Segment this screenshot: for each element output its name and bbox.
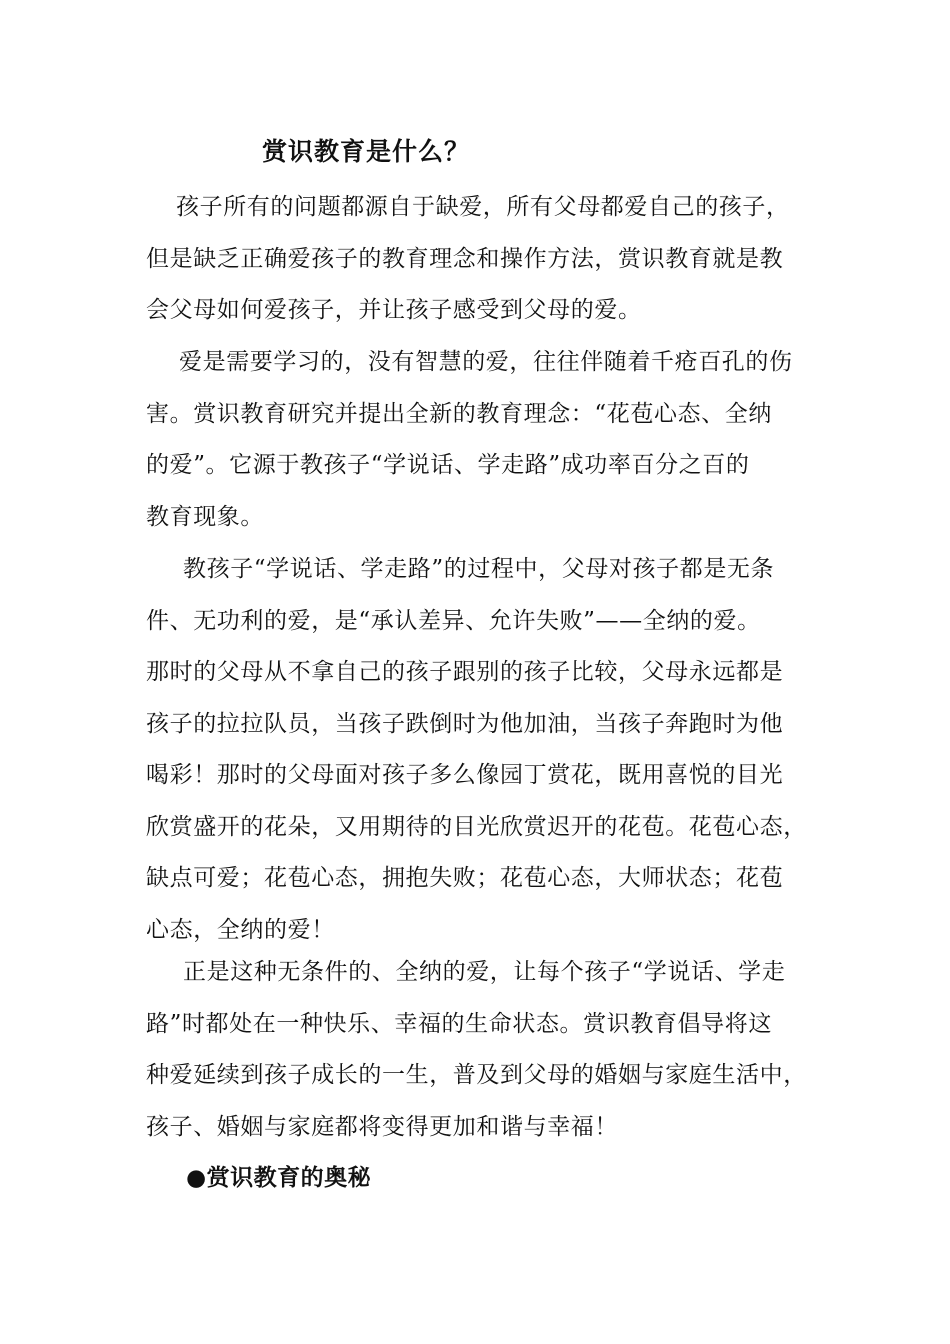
paragraph-line: 的爱”。它源于教孩子“学说话、学走路”成功率百分之百的 (146, 452, 750, 478)
paragraph-line: 欣赏盛开的花朵，又用期待的目光欣赏迟开的花苞。花苞心态， (146, 813, 807, 840)
paragraph-line: 种爱延续到孩子成长的一生，普及到父母的婚姻与家庭生活中， (146, 1062, 807, 1088)
paragraph-line: 会父母如何爱孩子，并让孩子感受到父母的爱。 (146, 297, 642, 323)
paragraph-line: 孩子所有的问题都源自于缺爱，所有父母都爱自己的孩子， (176, 194, 790, 220)
paragraph-4 (146, 947, 808, 1153)
paragraph-line: 教孩子“学说话、学走路”的过程中，父母对孩子都是无条 (183, 556, 775, 582)
paragraph-line: 孩子、婚姻与家庭都将变得更加和谐与幸福！ (146, 1113, 618, 1140)
paragraph-line: 教育现象。 (146, 503, 264, 530)
paragraph-line: 件、无功利的爱，是“承认差异、允许失败”——全纳的爱。 (146, 607, 761, 634)
paragraph-line: 爱是需要学习的，没有智慧的爱，往往伴随着千疮百孔的伤 (179, 349, 793, 375)
paragraph-line: 那时的父母从不拿自己的孩子跟别的孩子比较，父母永远都是 (146, 659, 784, 685)
paragraph-line: 心态，全纳的爱！ (146, 916, 335, 943)
paragraph-line: 但是缺乏正确爱孩子的教育理念和操作方法，赏识教育就是教 (146, 245, 784, 272)
paragraph-line: 孩子的拉拉队员，当孩子跌倒时为他加油，当孩子奔跑时为他 (146, 710, 784, 737)
paragraph-line: 路”时都处在一种快乐、幸福的生命状态。赏识教育倡导将这 (146, 1010, 772, 1037)
paragraph-1 (146, 182, 808, 337)
paragraph-line: 喝彩！那时的父母面对孩子多么像园丁赏花，既用喜悦的目光 (146, 762, 784, 788)
page-title: 赏识教育是什么？ (262, 137, 471, 166)
paragraph-line: 害。赏识教育研究并提出全新的教育理念：“花苞心态、全纳 (146, 400, 772, 427)
paragraph-line: 正是这种无条件的、全纳的爱，让每个孩子“学说话、学走 (183, 959, 786, 985)
paragraph-line: 缺点可爱；花苞心态，拥抱失败；花苞心态，大师状态；花苞 (146, 865, 784, 891)
paragraph-3 (146, 544, 808, 956)
section-heading: ●赏识教育的奥秘 (186, 1164, 372, 1191)
paragraph-2 (146, 337, 808, 543)
